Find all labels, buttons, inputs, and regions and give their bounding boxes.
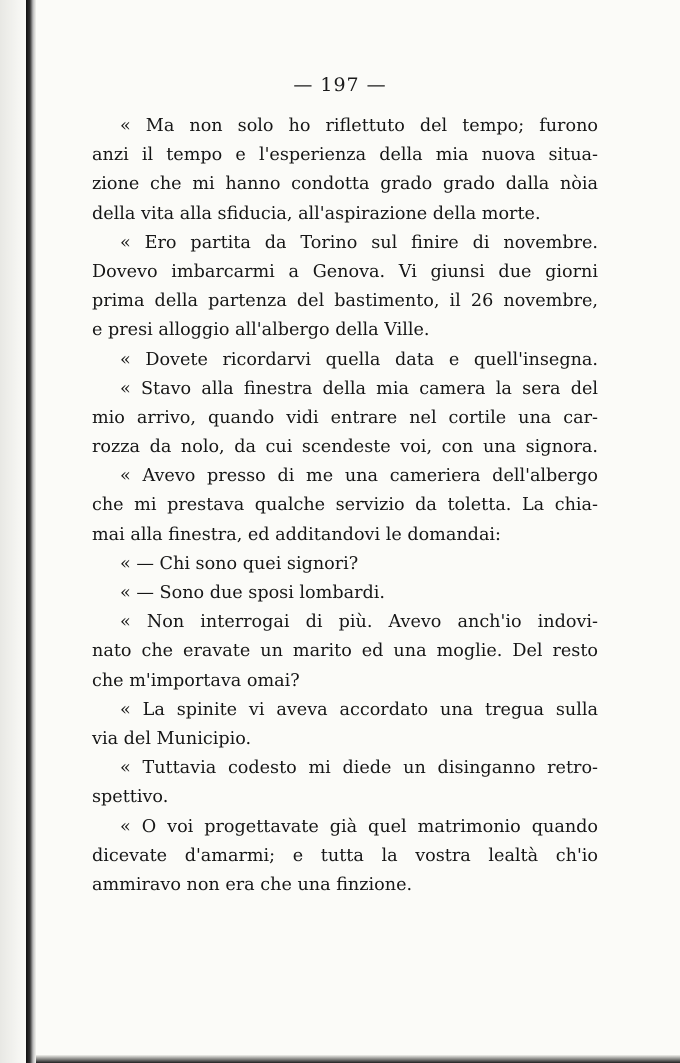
text-line: « Ma non solo ho riflettuto del tempo; furono (120, 116, 598, 136)
text-line: mai alla finestra, ed additandovi le domandai: (92, 524, 501, 545)
text-line: « O voi progettavate già quel matrimonio quando (120, 816, 598, 837)
text-line: che m'importava omai? (92, 670, 300, 691)
text-line: ammiravo non era che una finzione. (92, 874, 413, 895)
page-number: — 197 — (293, 74, 387, 96)
text-line: dicevate d'amarmi; e tutta la vostra lealtà ch'io (92, 845, 598, 866)
text-line: via del Municipio. (92, 728, 252, 749)
text-line: e presi alloggio all'albergo della Ville. (92, 320, 430, 341)
text-line: « Non interrogai di più. Avevo anch'io indovi- (120, 612, 598, 633)
text-line: nato che eravate un marito ed una moglie. Del resto (92, 641, 598, 662)
text-line: « Stavo alla finestra della mia camera la sera del (120, 378, 598, 399)
binding-edge (26, 0, 36, 1063)
text-line: « Avevo presso di me una cameriera dell'albergo (120, 466, 598, 487)
text-line: spettivo. (92, 787, 169, 808)
text-line: « Dovete ricordarvi quella data e quell'insegna. (120, 349, 598, 370)
text-line: « — Chi sono quei signori? (120, 553, 359, 574)
text-line: prima della partenza del bastimento, il 26 novembre, (92, 291, 598, 312)
text-line: « Ero partita da Torino sul finire di novembre. (120, 232, 598, 253)
text-line: che mi prestava qualche servizio da toletta. La chia- (92, 495, 598, 516)
text-line: Dovevo imbarcarmi a Genova. Vi giunsi due giorni (92, 261, 598, 282)
body-text (92, 112, 598, 900)
page-margin-left (0, 0, 26, 1063)
text-line: zione che mi hanno condotta grado grado dalla nòia (92, 174, 598, 195)
text-line: mio arrivo, quando vidi entrare nel cortile una car- (92, 407, 598, 428)
page-bottom-edge (36, 1055, 680, 1063)
text-line: « Tuttavia codesto mi diede un disinganno retro- (120, 758, 598, 779)
text-line: « — Sono due sposi lombardi. (120, 583, 385, 603)
text-line: anzi il tempo e l'esperienza della mia nuova situa- (92, 145, 598, 166)
text-line: rozza da nolo, da cui scendeste voi, con una signora. (92, 437, 598, 458)
text-line: « La spinite vi aveva accordato una tregua sulla (120, 699, 598, 720)
text-line: della vita alla sfiducia, all'aspirazione della morte. (92, 203, 541, 224)
